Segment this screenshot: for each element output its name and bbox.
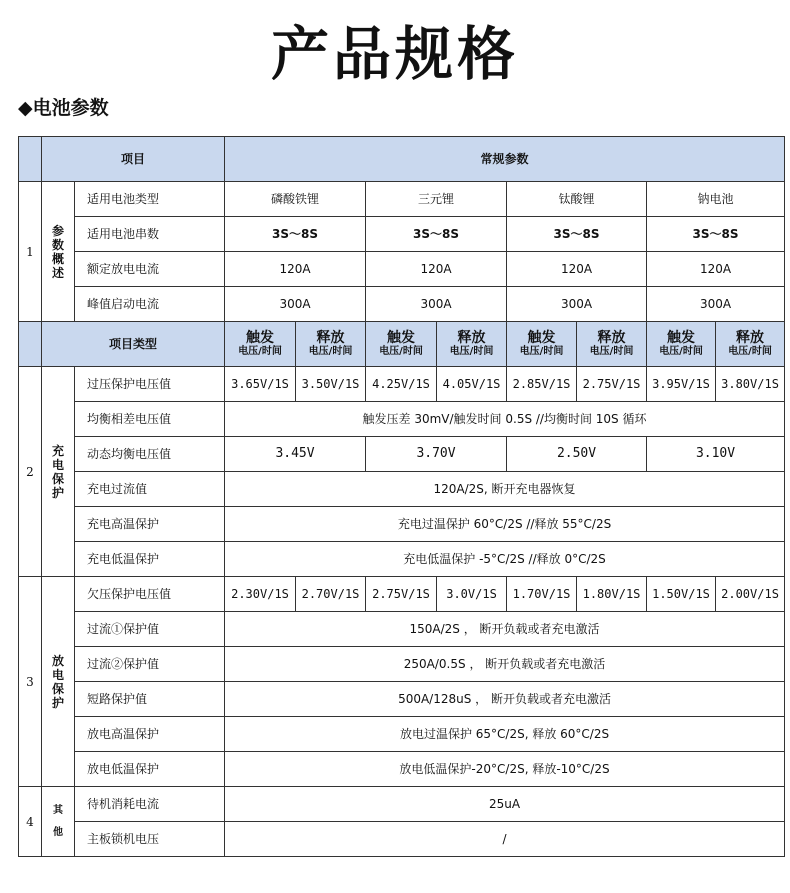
row-label: 充电过流值: [75, 472, 225, 507]
cell-value: 2.30V/1S: [225, 577, 296, 612]
cell-value: 触发压差 30mV/触发时间 0.5S //均衡时间 10S 循环: [225, 402, 785, 437]
cell-value: 250A/0.5S ， 断开负载或者充电激活: [225, 647, 785, 682]
table-row: [19, 437, 785, 472]
cell-value: 磷酸铁锂: [225, 182, 366, 217]
group-label-overview: 参 数 概 述: [42, 182, 75, 322]
cell-value: 放电低温保护-20°C/2S, 释放-10°C/2S: [225, 752, 785, 787]
cell-value: 2.70V/1S: [296, 577, 366, 612]
table-row: [19, 717, 785, 752]
table-row: [19, 682, 785, 717]
row-label: 额定放电电流: [75, 252, 225, 287]
cell-value: 3.50V/1S: [296, 367, 366, 402]
type-header-row: [19, 322, 785, 367]
type-col: 释放 电压/时间: [577, 322, 647, 367]
cell-value: 充电低温保护 -5°C/2S //释放 0°C/2S: [225, 542, 785, 577]
cell-value: 3.95V/1S: [647, 367, 716, 402]
table-row: [19, 612, 785, 647]
table-row: [19, 287, 785, 322]
page-title: 产品规格: [270, 20, 519, 88]
table-row: [19, 252, 785, 287]
cell-value: 3.10V: [647, 437, 785, 472]
cell-value: 放电过温保护 65°C/2S, 释放 60°C/2S: [225, 717, 785, 752]
group-number: 2: [19, 367, 42, 577]
type-col: 释放 电压/时间: [437, 322, 507, 367]
table-row: [19, 577, 785, 612]
row-label: 欠压保护电压值: [75, 577, 225, 612]
table-row: [19, 647, 785, 682]
cell-value: 1.70V/1S: [507, 577, 577, 612]
table-row: [19, 472, 785, 507]
group-number: 4: [19, 787, 42, 857]
row-label: 主板锁机电压: [75, 822, 225, 857]
table-row: [19, 217, 785, 252]
cell-value: 充电过温保护 60°C/2S //释放 55°C/2S: [225, 507, 785, 542]
type-col: 触发 电压/时间: [225, 322, 296, 367]
row-label: 峰值启动电流: [75, 287, 225, 322]
cell-value: /: [225, 822, 785, 857]
table-row: [19, 752, 785, 787]
cell-value: 300A: [647, 287, 785, 322]
cell-value: 2.75V/1S: [366, 577, 437, 612]
row-label: 动态均衡电压值: [75, 437, 225, 472]
cell-value: 500A/128uS ， 断开负载或者充电激活: [225, 682, 785, 717]
cell-value: 2.85V/1S: [507, 367, 577, 402]
cell-value: 4.05V/1S: [437, 367, 507, 402]
table-row: [19, 787, 785, 822]
row-label: 过流①保护值: [75, 612, 225, 647]
cell-value: 120A/2S, 断开充电器恢复: [225, 472, 785, 507]
type-header-label: 项目类型: [42, 322, 225, 367]
type-col: 释放 电压/时间: [716, 322, 785, 367]
cell-value: 2.50V: [507, 437, 647, 472]
type-col: 触发 电压/时间: [366, 322, 437, 367]
group-label-discharge: 放 电 保 护: [42, 577, 75, 787]
cell-value: 300A: [507, 287, 647, 322]
row-label: 适用电池串数: [75, 217, 225, 252]
cell-value: 120A: [366, 252, 507, 287]
row-label: 短路保护值: [75, 682, 225, 717]
table-row: [19, 367, 785, 402]
spec-table: [18, 136, 785, 857]
cell-value: 2.00V/1S: [716, 577, 785, 612]
row-label: 过压保护电压值: [75, 367, 225, 402]
cell-value: 3.65V/1S: [225, 367, 296, 402]
row-label: 待机消耗电流: [75, 787, 225, 822]
cell-value: 120A: [647, 252, 785, 287]
type-col: 触发 电压/时间: [647, 322, 716, 367]
cell-value: 120A: [507, 252, 647, 287]
row-label: 放电高温保护: [75, 717, 225, 752]
group-number: 1: [19, 182, 42, 322]
header-blank-cell: [19, 137, 42, 182]
table-row: [19, 822, 785, 857]
group-label-charge: 充 电 保 护: [42, 367, 75, 577]
cell-value: 钛酸锂: [507, 182, 647, 217]
row-label: 过流②保护值: [75, 647, 225, 682]
row-label: 放电低温保护: [75, 752, 225, 787]
table-row: [19, 182, 785, 217]
cell-value: 120A: [225, 252, 366, 287]
type-col: 释放 电压/时间: [296, 322, 366, 367]
type-header-blank: [19, 322, 42, 367]
row-label: 均衡相差电压值: [75, 402, 225, 437]
table-row: [19, 507, 785, 542]
cell-value: 3S～8S: [366, 217, 507, 252]
type-col: 触发 电压/时间: [507, 322, 577, 367]
cell-value: 钠电池: [647, 182, 785, 217]
row-label: 充电低温保护: [75, 542, 225, 577]
cell-value: 300A: [225, 287, 366, 322]
header-item: 项目: [42, 137, 225, 182]
row-label: 适用电池类型: [75, 182, 225, 217]
section-title: ◆电池参数: [18, 97, 109, 119]
cell-value: 三元锂: [366, 182, 507, 217]
cell-value: 3.80V/1S: [716, 367, 785, 402]
group-number: 3: [19, 577, 42, 787]
cell-value: 25uA: [225, 787, 785, 822]
cell-value: 1.80V/1S: [577, 577, 647, 612]
cell-value: 3.70V: [366, 437, 507, 472]
cell-value: 300A: [366, 287, 507, 322]
table-header-row: [19, 137, 785, 182]
cell-value: 150A/2S ， 断开负载或者充电激活: [225, 612, 785, 647]
group-label-other: 其 他: [42, 787, 75, 857]
cell-value: 3.0V/1S: [437, 577, 507, 612]
cell-value: 3S～8S: [647, 217, 785, 252]
table-row: [19, 542, 785, 577]
cell-value: 2.75V/1S: [577, 367, 647, 402]
cell-value: 3S～8S: [507, 217, 647, 252]
cell-value: 4.25V/1S: [366, 367, 437, 402]
cell-value: 1.50V/1S: [647, 577, 716, 612]
cell-value: 3S～8S: [225, 217, 366, 252]
header-params: 常规参数: [225, 137, 785, 182]
table-row: [19, 402, 785, 437]
row-label: 充电高温保护: [75, 507, 225, 542]
cell-value: 3.45V: [225, 437, 366, 472]
